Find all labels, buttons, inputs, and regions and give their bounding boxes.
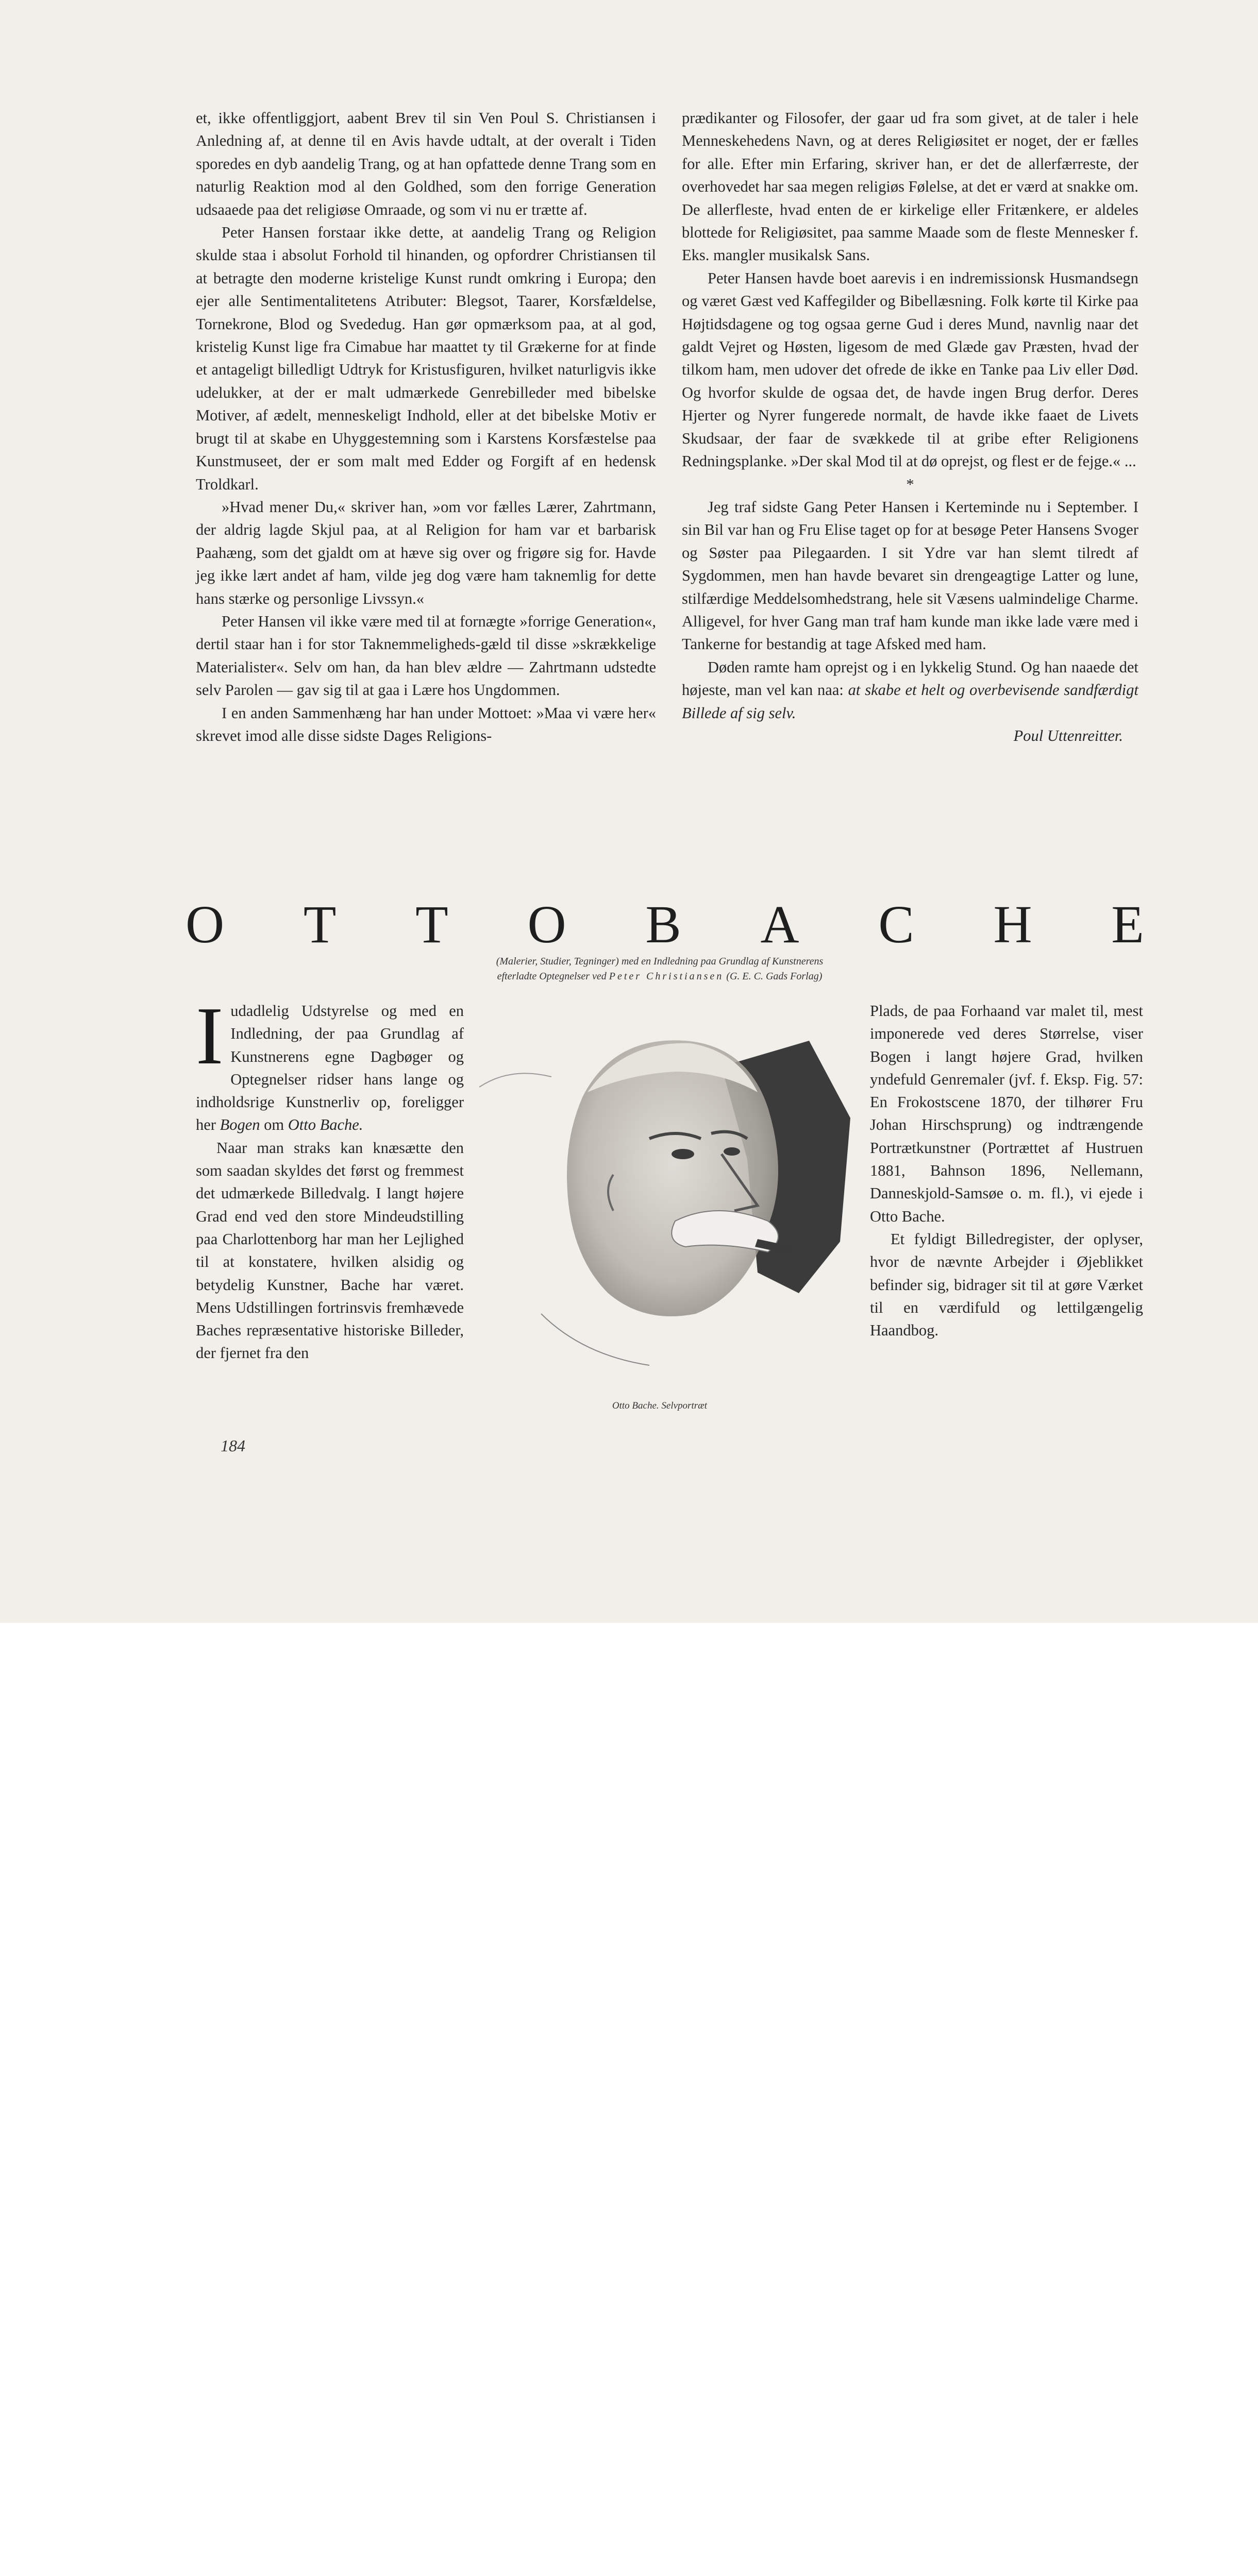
title-letter: C [878,895,914,954]
paragraph: Peter Hansen vil ikke være med til at fornægte »forrige Generation«, dertil staar han i for stor Taknemmeligheds-gæld til disse »skrækkelige Materialister«. Selv om han, da han blev ældre — Zahrtmann udstedte selv Parolen — gav sig til at gaa i Lære hos Ungdommen. [196,612,656,699]
author-signature: Poul Uttenreitter. [1013,726,1123,744]
paragraph-text: udadlelig Udstyrelse og med en Indledning, der paa Grundlag af Kunstnerens egne Dagbøger og Optegnelser ridser hans lange og indholdsrige Kunstnerliv op, foreligger her [196,1002,464,1134]
paragraph: Peter Hansen forstaar ikke dette, at aandelig Trang og Religion skulde staa i absolut Forhold til hinanden, og opfordrer Christiansen til at betragte den moderne kristelige Kunst rundt omkring i Europa; den ejer alle Sentimentalitetens Atributer: Blegsot, Taarer, Korsfældelse, Tornekrone, Blod og Svededug. Han gør opmærksom paa, at al god, kristelig Kunst lige fra Cimabue har maattet ty til Grækerne for at finde et antageligt billedligt Udtryk for Kristusfiguren, hvilket naturligvis ikke udelukker, at der er malt udmærkede Genrebilleder med bibelske Motiver, af ædelt, menneskeligt Indhold, eller at det bibelske Motiv er brugt til at skabe en Uhyggestemning som i Karstens Korsfæstelse paa Kunstmuseet, der er som malt med Edder og Forgift af en hedensk Troldkarl. [196,224,656,493]
paragraph [682,656,1138,724]
title-letter: H [993,895,1032,954]
article-left-column [196,990,464,1365]
italic-text: Otto Bache. [288,1116,363,1134]
title-letter: T [303,895,337,954]
left-column [196,107,656,747]
paragraph: Naar man straks kan knæsætte den som saadan skyldes det først og fremmest det udmærkede Billedvalg. I langt højere Grad end ved den store Mindeudstilling paa Charlottenborg har man her Lejlighed til at konstatere, hvilken alsidig og betydelig Kunstner, Bache har været. Mens Udstillingen fortrinsvis fremhævede Baches repræsentative historiske Billeder, der fjernet fra den [196,1139,464,1362]
publisher-text: (G. E. C. Gads Forlag) [724,971,823,982]
title-letter: O [527,895,566,954]
paragraph [196,990,464,1137]
paragraph: »Hvad mener Du,« skriver han, »om vor fælles Lærer, Zahrtmann, der aldrig lagde Skjul paa, at al Religion for ham var et barbarisk Paahæng, som det gjaldt om at hæve sig over og frigøre sig for. Havde jeg ikke lært andet af ham, vilde jeg dog være ham taknemlig for dette hans stærke og personlige Livssyn.« [196,498,656,607]
paragraph: et, ikke offentliggjort, aabent Brev til sin Ven Poul S. Christiansen i Anledning af, at denne til en Avis havde udtalt, at der overalt i Tiden sporedes en dyb aandelig Trang, og at han opfattede denne Trang som en naturlig Reaktion mod al den Goldhed, som den forrige Generation udsaaede paa det religiøse Omraade, og som vi nu er trætte af. [196,109,656,218]
subtitle-line [361,969,959,984]
title-letter: E [1111,895,1144,954]
right-column [682,107,1138,747]
paragraph: I en anden Sammenhæng har han under Mottoet: »Maa vi være her« skrevet imod alle disse sidste Dages Religions- [196,704,656,744]
section-divider-asterisk: * [906,475,914,493]
self-portrait-drawing [479,1005,866,1401]
title-letter: B [645,895,681,954]
paragraph: Jeg traf sidste Gang Peter Hansen i Kerteminde nu i September. I sin Bil var han og Fru Elise taget op for at besøge Peter Hansens Svoger og Søster paa Pilegaarden. I sit Ydre var han slemt tilredt af Sygdommen, men han havde bevaret sin drengeagtige Latter og lune, stilfærdige Meddelsomhedstrang, hele sit Væsens ualmindelige Charme. Alligevel, for hver Gang man traf ham kunde man ikke lade være med i Tankerne for bestandig at tage Afsked med ham. [682,498,1138,653]
paragraph: Et fyldigt Billedregister, der oplyser, hvor de nævnte Arbejder i Øjeblikket befinder sig, bidrager sit til at gøre Værket til en værdifuld og lettilgængelig Haandbog. [870,1230,1143,1340]
paragraph: Plads, de paa Forhaand var malet til, mest imponerede ved deres Størrelse, viser Bogen i langt højere Grad, hvilken yndefuld Genremaler (jvf. f. Eksp. Fig. 57: En Frokostscene 1870, der tilhører Fru Johan Hirschsprung) og indtrængende Portrætkunstner (Portrættet af Hustruen 1881, Bahnson 1896, Nellemann, Danneskjold-Samsøe o. m. fl.), vi ejede i Otto Bache. [870,1002,1143,1225]
page-number: 184 [221,1436,245,1455]
subtitle-line: (Malerier, Studier, Tegninger) med en Indledning paa Grundlag af Kunstnerens [496,956,824,967]
article-title [186,894,1144,954]
paragraph-text: om [260,1116,288,1134]
article-subtitle [361,954,959,984]
title-letter: T [415,895,448,954]
paragraph: prædikanter og Filosofer, der gaar ud fra som givet, at de taler i hele Menneskehedens Navn, og at deres Religiøsitet er noget, der er fælles for alle. Efter min Erfaring, skriver han, er det de allerfærreste, der overhovedet har saa megen religiøs Følelse, at det er værd at snakke om. De allerfleste, hvad enten de er kirkelige eller Fritænkere, er aldeles blottede for Religiøsitet, paa samme Maade som de fleste Mennesker f. Eks. mangler musikalsk Sans. [682,109,1138,264]
library-footer [0,1623,1258,1727]
italic-quote: at skabe et helt og overbevisende sandfærdigt Billede af sig selv. [682,681,1138,722]
paragraph-text: Døden ramte ham oprejst og i en lykkelig Stund. Og han naaede det højeste, man vel kan naa: [682,658,1138,699]
paragraph: Peter Hansen havde boet aarevis i en indremissionsk Husmandsegn og været Gæst ved Kaffegilder og Bibellæsning. Folk kørte til Kirke paa Højtidsdagene og tog ogsaa gerne Gud i deres Mund, navnlig naar det galdt Vejret og Høsten, ligesom de med Glæde gav Præsten, hvad der tilkom ham, men udover det ofrede de ikke en Tanke paa Liv eller Død. Og hvorfor skulde de ogsaa det, de havde ingen Brug derfor. Deres Hjerter og Nyrer fungerede normalt, de havde ikke faaet de Livets Skudsaar, der faar de svækkede til at gribe efter Religionens Redningsplanke. »Der skal Mod til at dø oprejst, og flest er de fejge.« ... [682,269,1138,470]
editor-name: Peter Christiansen [609,971,724,982]
title-letter: O [186,895,225,954]
article-right-column [870,999,1143,1342]
italic-text: Bogen [220,1116,260,1134]
subtitle-text: efterladte Optegnelser ved [497,971,609,982]
portrait-caption: Otto Bache. Selvportræt [612,1400,708,1411]
drop-cap: I [196,990,224,1081]
title-letter: A [760,895,799,954]
